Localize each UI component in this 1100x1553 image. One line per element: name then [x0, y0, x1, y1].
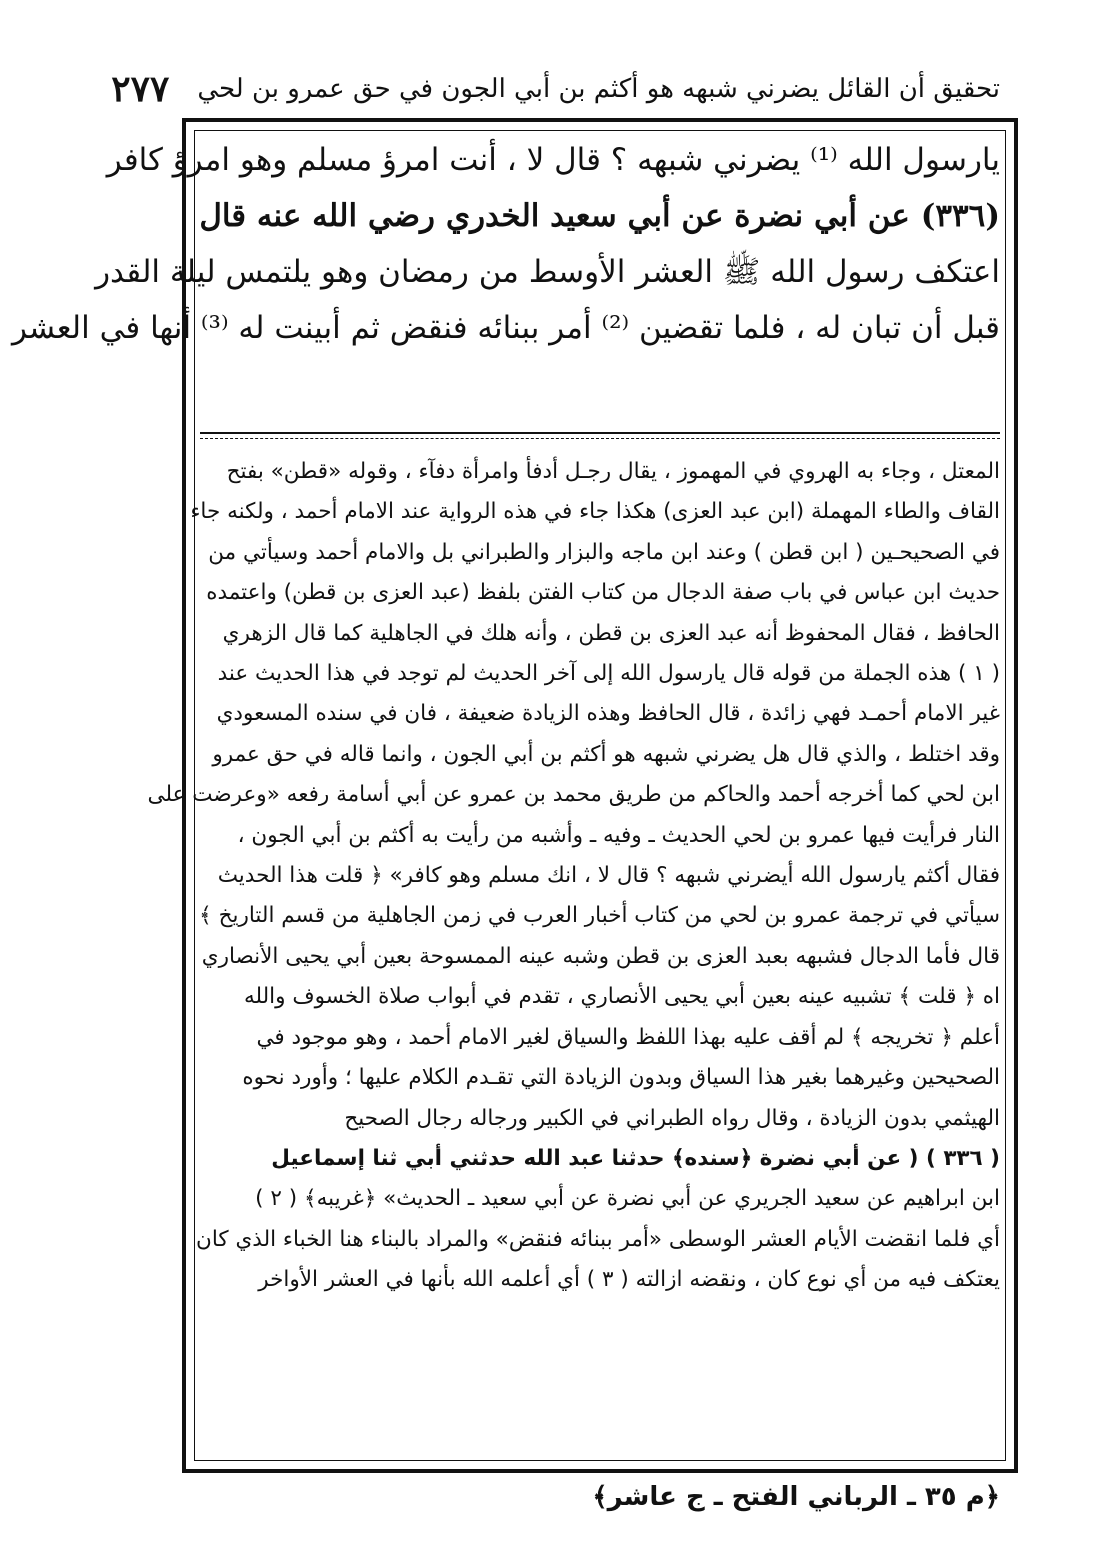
- commentary-line: الهيثمي بدون الزيادة ، وقال رواه الطبراني في الكبير ورجاله رجال الصحيح: [344, 1105, 1000, 1131]
- commentary-line: في الصحيحـين ( ابن قطن ) وعند ابن ماجه والبزار والطبراني بل والامام أحمد وسيأتي من: [208, 539, 1000, 565]
- commentary-line: ( ١ ) هذه الجملة من قوله قال يارسول الله إلى آخر الحديث لم توجد في هذا الحديث عند: [217, 661, 1000, 687]
- commentary-line: الحافظ ، فقال المحفوظ أنه عبد العزى بن قطن ، وأنه هلك في الجاهلية كما قال الزهري: [222, 620, 1000, 646]
- commentary-line: ( ٣٣٦ ) ( عن أبي نضرة ﴿سنده﴾ حدثنا عبد الله حدثني أبي ثنا إسماعيل: [271, 1145, 1000, 1171]
- commentary-line: يعتكف فيه من أي نوع كان ، ونقضه ازالته ( ٣ ) أي أعلمه الله بأنها في العشر الأواخر: [258, 1267, 1000, 1293]
- separator-dashed-rule: [200, 438, 1000, 439]
- hadith-line-2: (٣٣٦) عن أبي نضرة عن أبي سعيد الخدري رضي الله عنه قال: [199, 198, 1000, 234]
- commentary-line: المعتل ، وجاء به الهروي في المهموز ، يقال رجـل أدفأ وامرأة دفآء ، وقوله «قطن» بفتح: [226, 459, 1000, 484]
- hadith-line-1: يارسول الله ⁽¹⁾ يضرني شبهه ؟ قال لا ، أنت امرؤ مسلم وهو امرؤ كافر: [106, 142, 1000, 178]
- hadith-line-3: اعتكف رسول الله ﷺ العشر الأوسط من رمضان وهو يلتمس ليلة القدر: [95, 254, 1000, 290]
- commentary-line: سيأتي في ترجمة عمرو بن لحي من كتاب أخبار العرب في زمن الجاهلية من قسم التاريخ ﴾: [199, 903, 1000, 929]
- signature-mark: ﴿م ٣٥ ـ الرباني الفتح ـ ج عاشر﴾: [592, 1482, 1000, 1512]
- commentary-text: [147, 452, 1000, 1301]
- commentary-line: فقال أكثم يارسول الله أيضرني شبهه ؟ قال لا ، انك مسلم وهو كافر» ﴿ قلت هذا الحديث: [217, 863, 1000, 889]
- commentary-line: أي فلما انقضت الأيام العشر الوسطى «أمر ببنائه فنقض» والمراد بالبناء هنا الخباء الذي كان: [196, 1226, 1000, 1252]
- page-frame: [11, 118, 1018, 1473]
- hadith-text: [11, 132, 1000, 356]
- separator-rule: [200, 432, 1000, 434]
- page-number: ٢٧٧: [111, 68, 170, 110]
- commentary-line: قال فأما الدجال فشبهه بعبد العزى بن قطن وشبه عينه الممسوحة بعين أبي يحيى الأنصاري: [201, 943, 1000, 969]
- commentary-line: أعلم ﴿ تخريجه ﴾ لم أقف عليه بهذا اللفظ والسياق لغير الامام أحمد ، وهو موجود في: [256, 1024, 1000, 1050]
- commentary-line: الصحيحين وغيرهما بغير هذا السياق وبدون الزيادة التي تقـدم الكلام عليها ؛ وأورد نحوه: [242, 1065, 1000, 1091]
- commentary-line: النار فرأيت فيها عمرو بن لحي الحديث ـ وفيه ـ وأشبه من رأيت به أكثم بن أبي الجون ،: [237, 822, 1000, 848]
- commentary-line: ابن ابراهيم عن سعيد الجريري عن أبي نضرة عن أبي سعيد ـ الحديث» ﴿غريبه﴾ ( ٢ ): [255, 1186, 1000, 1212]
- commentary-line: ابن لحي كما أخرجه أحمد والحاكم من طريق محمد بن عمرو عن أبي أسامة رفعه «وعرضت على: [147, 782, 1000, 808]
- section-separator: [200, 432, 1000, 442]
- commentary-line: اه ﴿ قلت ﴾ تشبيه عينه بعين أبي يحيى الأنصاري ، تقدم في أبواب صلاة الخسوف والله: [243, 984, 1000, 1010]
- commentary-line: القاف والطاء المهملة (ابن عبد العزى) هكذا جاء في هذه الرواية عند الامام أحمد ، ولكنه جاء: [190, 499, 1000, 525]
- commentary-line: غير الامام أحمـد فهي زائدة ، قال الحافظ وهذه الزيادة ضعيفة ، فان في سنده المسعودي: [216, 701, 1000, 727]
- running-head: [111, 66, 1000, 112]
- running-head-title: تحقيق أن القائل يضرني شبهه هو أكثم بن أبي الجون في حق عمرو بن لحي: [197, 74, 1000, 104]
- hadith-line-4: قبل أن تبان له ، فلما تقضين ⁽²⁾ أمر ببنائه فنقض ثم أبينت له ⁽³⁾ أنها في العشر: [11, 310, 1000, 346]
- commentary-line: وقد اختلط ، والذي قال هل يضرني شبهه هو أكثم بن أبي الجون ، وانما قاله في حق عمرو: [212, 741, 1000, 767]
- commentary-line: حديث ابن عباس في باب صفة الدجال من كتاب الفتن بلفظ (عبد العزى بن قطن) واعتمده: [206, 580, 1000, 606]
